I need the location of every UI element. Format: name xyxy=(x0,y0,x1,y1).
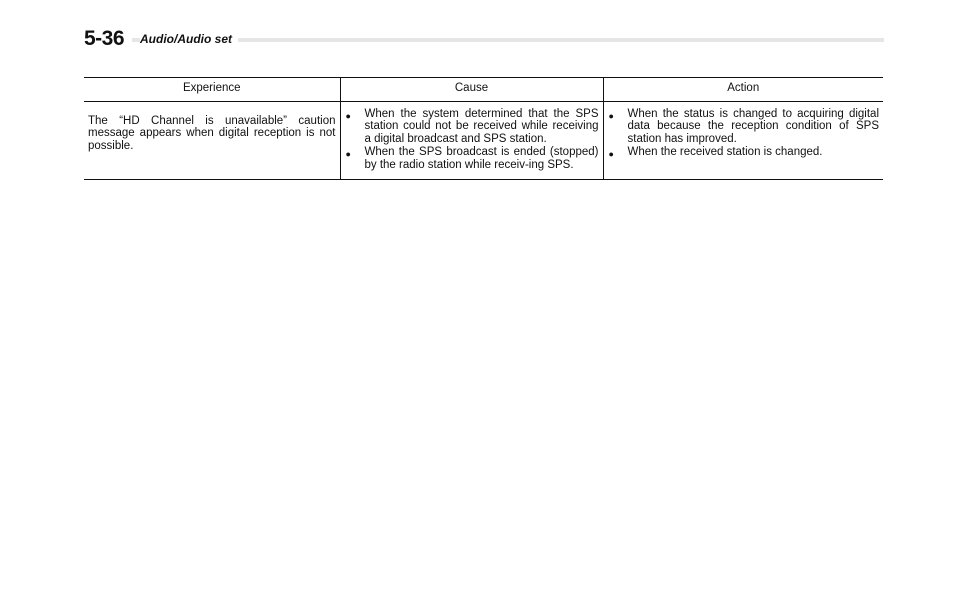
action-text: When the received station is changed. xyxy=(627,146,823,158)
list-item xyxy=(608,146,880,159)
experience-cell: The “HD Channel is unavailable” caution message appears when digital reception is not possible. xyxy=(84,101,340,180)
cause-text: When the system determined that the SPS station could not be received while receiving a digital broadcast and SPS station. xyxy=(364,107,599,145)
column-header-experience: Experience xyxy=(84,78,340,102)
bullet-icon: ● xyxy=(608,110,614,121)
page-header xyxy=(84,26,884,52)
column-header-cause: Cause xyxy=(340,78,603,102)
action-list xyxy=(608,108,880,159)
list-item xyxy=(345,146,599,171)
cause-list xyxy=(345,108,599,172)
table-header-row xyxy=(84,78,883,102)
page-number: 5-36 xyxy=(84,26,132,52)
bullet-icon: ● xyxy=(608,149,614,159)
action-text: When the status is changed to acquiring digital data because the reception condition of SPS station has improved. xyxy=(627,107,879,145)
bullet-icon: ● xyxy=(345,110,351,121)
cause-text: When the SPS broadcast is ended (stopped) by the radio station while receiv-ing SPS. xyxy=(364,146,599,171)
list-item xyxy=(345,108,599,146)
cause-cell xyxy=(340,101,603,180)
section-title: Audio/Audio set xyxy=(140,31,238,47)
bullet-icon: ● xyxy=(345,149,351,159)
table-row xyxy=(84,101,883,180)
column-header-action: Action xyxy=(603,78,883,102)
action-cell xyxy=(603,101,883,180)
troubleshooting-table xyxy=(84,77,883,180)
list-item xyxy=(608,108,880,146)
